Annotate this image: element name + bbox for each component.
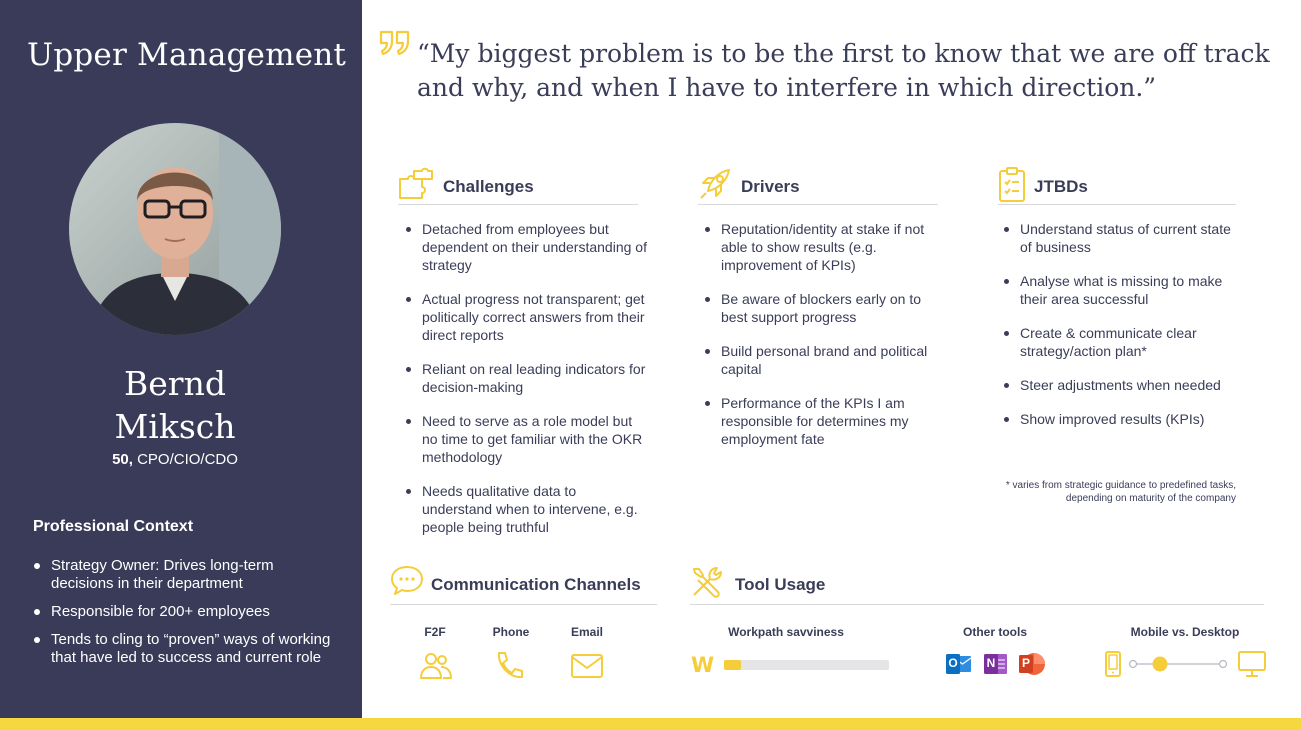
other-tools-label: Other tools xyxy=(962,625,1027,639)
list-item: Show improved results (KPIs) xyxy=(1003,410,1243,428)
device-usage-slider xyxy=(1126,653,1230,675)
chat-bubble-icon xyxy=(390,565,424,595)
person-age-role xyxy=(0,451,350,468)
mobile-icon xyxy=(1104,650,1122,678)
savviness-bar xyxy=(724,660,889,670)
person-age: 50, xyxy=(112,451,133,468)
persona-segment-title: Upper Management xyxy=(27,37,347,73)
list-item: Reliant on real leading indicators for decision-making xyxy=(405,360,650,396)
device-usage-label: Mobile vs. Desktop xyxy=(1130,625,1240,639)
list-item: Steer adjustments when needed xyxy=(1003,376,1243,394)
challenges-header xyxy=(398,167,638,205)
jtbds-footnote: * varies from strategic guidance to predefined tasks, depending on maturity of the company xyxy=(1005,480,1236,504)
persona-sidebar xyxy=(0,0,362,718)
list-item: Detached from employees but dependent on their understanding of strategy xyxy=(405,220,650,274)
person-last-name: Miksch xyxy=(114,407,236,446)
list-item: Reputation/identity at stake if not able to show results (e.g. improvement of KPIs) xyxy=(704,220,939,274)
jtbds-list xyxy=(1003,220,1243,444)
list-item: Need to serve as a role model but no time to get familiar with the OKR methodology xyxy=(405,412,650,466)
communication-header xyxy=(390,565,657,605)
professional-context-title: Professional Context xyxy=(33,518,194,535)
envelope-icon xyxy=(570,653,604,679)
drivers-list xyxy=(704,220,939,464)
savviness-bar-fill xyxy=(724,660,741,670)
portrait-image xyxy=(69,123,281,335)
challenges-title: Challenges xyxy=(443,177,534,196)
channel-label-f2f: F2F xyxy=(424,625,446,639)
list-item: Needs qualitative data to understand when to intervene, e.g. people being truthful xyxy=(405,482,650,536)
tool-usage-header xyxy=(690,565,1264,605)
list-item: Performance of the KPIs I am responsible for determines my employment fate xyxy=(704,394,939,448)
onenote-letter: N xyxy=(986,656,996,670)
person-first-name: Bernd xyxy=(124,364,226,403)
jtbds-header xyxy=(998,167,1236,205)
avatar xyxy=(69,123,281,335)
outlook-icon xyxy=(946,652,972,676)
person-role: CPO/CIO/CDO xyxy=(137,451,238,468)
slider-start-dot xyxy=(1130,661,1137,668)
list-item: Create & communicate clear strategy/action plan* xyxy=(1003,324,1243,360)
quote-icon xyxy=(378,28,412,58)
list-item: Actual progress not transparent; get politically correct answers from their direct reports xyxy=(405,290,650,344)
list-item: Build personal brand and political capital xyxy=(704,342,939,378)
jtbds-title: JTBDs xyxy=(1034,177,1088,196)
people-icon xyxy=(419,652,453,680)
communication-title: Communication Channels xyxy=(431,575,641,594)
challenges-list xyxy=(405,220,650,552)
workpath-logo-icon: W xyxy=(691,653,713,677)
savviness-label: Workpath savviness xyxy=(728,625,844,639)
clipboard-icon xyxy=(998,167,1026,203)
slider-end-dot xyxy=(1220,661,1227,668)
list-item: Tends to cling to “proven” ways of working that have led to success and current role xyxy=(33,631,333,667)
list-item: Analyse what is missing to make their area successful xyxy=(1003,272,1243,308)
powerpoint-letter: P xyxy=(1021,656,1030,670)
bottom-accent-bar xyxy=(0,718,1301,730)
outlook-letter: O xyxy=(948,656,958,670)
powerpoint-icon xyxy=(1019,652,1045,676)
channel-label-phone: Phone xyxy=(492,625,530,639)
list-item: Responsible for 200+ employees xyxy=(33,603,333,621)
drivers-header xyxy=(698,167,938,205)
drivers-title: Drivers xyxy=(741,177,800,196)
desktop-icon xyxy=(1237,650,1267,678)
phone-icon xyxy=(495,650,525,680)
list-item: Be aware of blockers early on to best support progress xyxy=(704,290,939,326)
persona-quote: “My biggest problem is to be the first to know that we are off track and why, and when I have to interfere in which direction.” xyxy=(417,39,1270,102)
slider-knob xyxy=(1153,657,1168,672)
tool-usage-title: Tool Usage xyxy=(735,575,826,594)
list-item: Strategy Owner: Drives long-term decisions in their department xyxy=(33,557,333,593)
tools-icon xyxy=(690,565,724,599)
list-item: Understand status of current state of business xyxy=(1003,220,1243,256)
puzzle-icon xyxy=(398,167,434,199)
rocket-icon xyxy=(698,167,732,201)
channel-label-email: Email xyxy=(570,625,603,639)
professional-context-list xyxy=(33,557,333,677)
onenote-icon xyxy=(984,652,1008,676)
